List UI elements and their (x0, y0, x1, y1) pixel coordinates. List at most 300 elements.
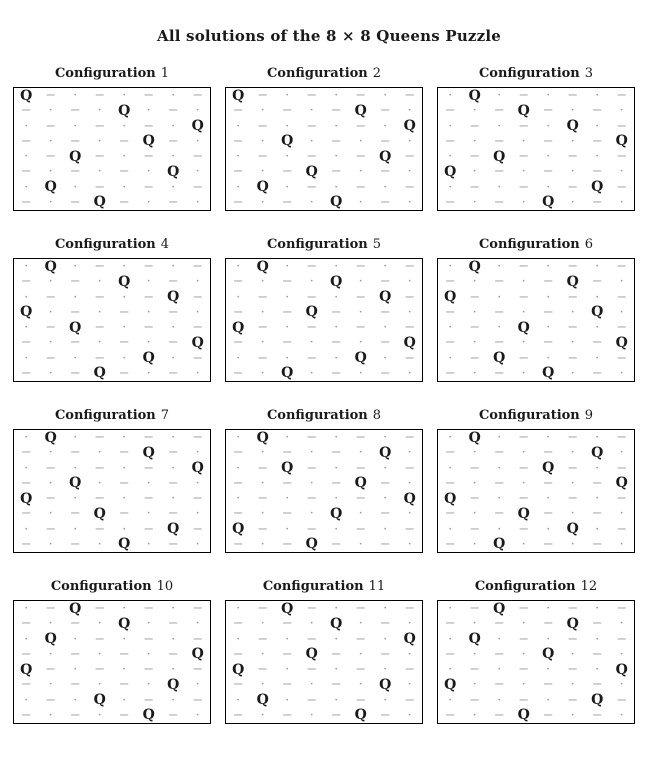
empty-square-dot: · (407, 274, 412, 290)
empty-square-dash: − (94, 491, 106, 507)
empty-square-dash: − (94, 601, 106, 617)
chessboard (225, 258, 423, 382)
queen: Q (330, 194, 343, 211)
empty-square-dot: · (171, 460, 176, 476)
empty-square-dot: · (146, 506, 151, 522)
empty-square-dash: − (616, 179, 628, 195)
empty-square-dash: − (355, 179, 367, 195)
empty-square-dot: · (122, 320, 127, 336)
empty-square-dot: · (171, 631, 176, 647)
empty-square-dot: · (97, 677, 102, 693)
empty-square-dash: − (306, 521, 318, 537)
empty-square-dash: − (94, 350, 106, 366)
empty-square-dot: · (236, 430, 241, 446)
empty-square-dash: − (69, 677, 81, 693)
configuration-panel (437, 408, 635, 553)
empty-square-dash: − (232, 304, 244, 320)
empty-square-dash: − (192, 601, 204, 617)
empty-square-dash: − (518, 662, 530, 678)
empty-square-dash: − (167, 475, 179, 491)
empty-square-dot: · (472, 536, 477, 552)
empty-square-dot: · (48, 365, 53, 381)
empty-square-dot: · (48, 445, 53, 461)
empty-square-dash: − (232, 335, 244, 351)
empty-square-dot: · (48, 274, 53, 290)
empty-square-dash: − (45, 460, 57, 476)
empty-square-dash: − (281, 445, 293, 461)
empty-square-dash: − (567, 88, 579, 104)
empty-square-dot: · (24, 350, 29, 366)
empty-square-dot: · (448, 631, 453, 647)
empty-square-dash: − (616, 320, 628, 336)
empty-square-dash: − (94, 320, 106, 336)
queen: Q (493, 350, 506, 367)
empty-square-dash: − (94, 521, 106, 537)
queen: Q (305, 304, 318, 321)
empty-square-dot: · (619, 365, 624, 381)
empty-square-dash: − (281, 475, 293, 491)
empty-square-dash: − (20, 103, 32, 119)
empty-square-dot: · (73, 88, 78, 104)
empty-square-dot: · (619, 646, 624, 662)
configuration-title (225, 408, 423, 423)
empty-square-dot: · (407, 475, 412, 491)
queen: Q (44, 179, 57, 196)
empty-square-dot: · (383, 118, 388, 134)
empty-square-dash: − (469, 289, 481, 305)
empty-square-dash: − (404, 460, 416, 476)
empty-square-dot: · (358, 304, 363, 320)
empty-square-dash: − (493, 616, 505, 632)
empty-square-dot: · (546, 601, 551, 617)
empty-square-dash: − (306, 631, 318, 647)
empty-square-dash: − (167, 274, 179, 290)
empty-square-dash: − (20, 365, 32, 381)
empty-square-dot: · (448, 521, 453, 537)
empty-square-dot: · (546, 521, 551, 537)
queen: Q (591, 304, 604, 321)
queen: Q (542, 460, 555, 477)
empty-square-dot: · (546, 662, 551, 678)
empty-square-dot: · (570, 103, 575, 119)
empty-square-dash: − (616, 430, 628, 446)
empty-square-dash: − (118, 646, 130, 662)
empty-square-dash: − (567, 149, 579, 165)
empty-square-dot: · (309, 475, 314, 491)
empty-square-dash: − (493, 707, 505, 723)
empty-square-dot: · (73, 460, 78, 476)
empty-square-dot: · (472, 677, 477, 693)
queen: Q (542, 646, 555, 663)
queen: Q (69, 148, 82, 165)
empty-square-dot: · (236, 491, 241, 507)
empty-square-dot: · (521, 616, 526, 632)
empty-square-dash: − (20, 707, 32, 723)
empty-square-dash: − (192, 149, 204, 165)
queen: Q (142, 444, 155, 461)
empty-square-dash: − (379, 304, 391, 320)
empty-square-dash: − (518, 631, 530, 647)
queen: Q (566, 615, 579, 632)
queen: Q (517, 319, 530, 336)
empty-square-dot: · (309, 616, 314, 632)
empty-square-dot: · (407, 616, 412, 632)
configuration-title (437, 579, 635, 594)
empty-square-dash: − (444, 646, 456, 662)
empty-square-dot: · (619, 103, 624, 119)
empty-square-dash: − (591, 506, 603, 522)
empty-square-dash: − (232, 475, 244, 491)
empty-square-dash: − (444, 365, 456, 381)
empty-square-dash: − (45, 491, 57, 507)
empty-square-dash: − (567, 491, 579, 507)
empty-square-dot: · (309, 274, 314, 290)
empty-square-dash: − (20, 475, 32, 491)
empty-square-dot: · (448, 430, 453, 446)
queen: Q (118, 102, 131, 119)
queen: Q (330, 273, 343, 290)
empty-square-dash: − (69, 445, 81, 461)
empty-square-dot: · (309, 335, 314, 351)
empty-square-dash: − (232, 274, 244, 290)
configuration-title (437, 237, 635, 252)
empty-square-dot: · (595, 491, 600, 507)
empty-square-dash: − (469, 601, 481, 617)
empty-square-dot: · (334, 491, 339, 507)
empty-square-dot: · (448, 692, 453, 708)
empty-square-dash: − (330, 335, 342, 351)
empty-square-dash: − (542, 335, 554, 351)
empty-square-dash: − (118, 335, 130, 351)
empty-square-dot: · (309, 194, 314, 210)
empty-square-dot: · (97, 335, 102, 351)
empty-square-dot: · (595, 118, 600, 134)
empty-square-dash: − (355, 430, 367, 446)
empty-square-dot: · (546, 118, 551, 134)
empty-square-dot: · (448, 179, 453, 195)
empty-square-dot: · (171, 88, 176, 104)
empty-square-dot: · (195, 536, 200, 552)
empty-square-dot: · (334, 350, 339, 366)
empty-square-dash: − (45, 350, 57, 366)
empty-square-dot: · (619, 506, 624, 522)
empty-square-dash: − (330, 133, 342, 149)
empty-square-dot: · (122, 521, 127, 537)
empty-square-dot: · (171, 259, 176, 275)
empty-square-dot: · (195, 133, 200, 149)
empty-square-dot: · (619, 164, 624, 180)
empty-square-dash: − (355, 692, 367, 708)
empty-square-dot: · (24, 259, 29, 275)
configuration-label: Configuration (54, 408, 156, 423)
empty-square-dot: · (358, 506, 363, 522)
empty-square-dash: − (232, 536, 244, 552)
empty-square-dash: − (20, 274, 32, 290)
empty-square-dot: · (472, 194, 477, 210)
queen: Q (468, 631, 481, 648)
configuration-title (225, 66, 423, 81)
queen: Q (566, 273, 579, 290)
queen: Q (517, 102, 530, 119)
empty-square-dot: · (146, 475, 151, 491)
empty-square-dot: · (407, 536, 412, 552)
empty-square-dot: · (383, 350, 388, 366)
empty-square-dot: · (619, 304, 624, 320)
empty-square-dot: · (24, 320, 29, 336)
empty-square-dot: · (472, 475, 477, 491)
queen: Q (615, 334, 628, 351)
empty-square-dot: · (407, 506, 412, 522)
empty-square-dash: − (616, 149, 628, 165)
chessboard (437, 87, 635, 211)
queen: Q (232, 521, 245, 538)
empty-square-dash: − (355, 320, 367, 336)
empty-square-dot: · (472, 274, 477, 290)
empty-square-dash: − (379, 475, 391, 491)
empty-square-dot: · (546, 88, 551, 104)
empty-square-dot: · (73, 491, 78, 507)
empty-square-dash: − (167, 365, 179, 381)
empty-square-dash: − (192, 662, 204, 678)
empty-square-dash: − (45, 88, 57, 104)
empty-square-dash: − (444, 103, 456, 119)
configuration-panel (225, 408, 423, 553)
queen: Q (305, 536, 318, 553)
empty-square-dot: · (146, 164, 151, 180)
chessboard (225, 429, 423, 553)
empty-square-dot: · (521, 133, 526, 149)
empty-square-dash: − (257, 320, 269, 336)
queen: Q (591, 692, 604, 709)
configuration-panel (225, 579, 423, 724)
empty-square-dash: − (355, 88, 367, 104)
empty-square-dash: − (567, 179, 579, 195)
empty-square-dash: − (567, 289, 579, 305)
configuration-title (437, 66, 635, 81)
empty-square-dash: − (167, 103, 179, 119)
empty-square-dot: · (97, 445, 102, 461)
empty-square-dash: − (404, 601, 416, 617)
empty-square-dot: · (48, 536, 53, 552)
configuration-number: 7 (160, 408, 170, 423)
empty-square-dash: − (69, 365, 81, 381)
empty-square-dash: − (281, 335, 293, 351)
empty-square-dash: − (306, 350, 318, 366)
empty-square-dot: · (358, 616, 363, 632)
empty-square-dot: · (48, 646, 53, 662)
empty-square-dot: · (570, 365, 575, 381)
empty-square-dash: − (306, 662, 318, 678)
queen: Q (566, 118, 579, 135)
queen: Q (566, 521, 579, 538)
empty-square-dash: − (567, 601, 579, 617)
empty-square-dot: · (546, 289, 551, 305)
empty-square-dot: · (383, 631, 388, 647)
empty-square-dash: − (567, 662, 579, 678)
empty-square-dot: · (97, 164, 102, 180)
empty-square-dot: · (472, 304, 477, 320)
empty-square-dash: − (167, 445, 179, 461)
empty-square-dot: · (146, 677, 151, 693)
empty-square-dash: − (69, 616, 81, 632)
empty-square-dot: · (334, 179, 339, 195)
empty-square-dot: · (358, 335, 363, 351)
empty-square-dash: − (257, 149, 269, 165)
empty-square-dash: − (257, 601, 269, 617)
empty-square-dash: − (94, 149, 106, 165)
empty-square-dash: − (143, 601, 155, 617)
empty-square-dash: − (306, 118, 318, 134)
empty-square-dash: − (192, 631, 204, 647)
empty-square-dot: · (260, 445, 265, 461)
empty-square-dot: · (521, 194, 526, 210)
empty-square-dot: · (595, 631, 600, 647)
configuration-panel (225, 237, 423, 382)
queen: Q (20, 304, 33, 321)
empty-square-dot: · (448, 662, 453, 678)
empty-square-dot: · (260, 194, 265, 210)
empty-square-dot: · (146, 335, 151, 351)
empty-square-dot: · (334, 289, 339, 305)
empty-square-dot: · (122, 118, 127, 134)
empty-square-dot: · (570, 133, 575, 149)
configuration-panel (225, 66, 423, 211)
empty-square-dash: − (192, 692, 204, 708)
empty-square-dot: · (358, 194, 363, 210)
empty-square-dot: · (146, 103, 151, 119)
queen: Q (493, 536, 506, 553)
empty-square-dash: − (94, 662, 106, 678)
empty-square-dot: · (122, 692, 127, 708)
empty-square-dash: − (542, 274, 554, 290)
configuration-title (225, 237, 423, 252)
empty-square-dash: − (591, 274, 603, 290)
queen: Q (403, 334, 416, 351)
empty-square-dash: − (379, 103, 391, 119)
empty-square-dash: − (518, 289, 530, 305)
configuration-label: Configuration (54, 237, 156, 252)
empty-square-dash: − (567, 430, 579, 446)
queen: Q (69, 475, 82, 492)
empty-square-dash: − (591, 616, 603, 632)
queen: Q (167, 289, 180, 306)
queen: Q (615, 661, 628, 678)
empty-square-dot: · (334, 460, 339, 476)
empty-square-dot: · (97, 536, 102, 552)
empty-square-dash: − (404, 88, 416, 104)
empty-square-dot: · (472, 506, 477, 522)
empty-square-dash: − (330, 164, 342, 180)
empty-square-dot: · (383, 491, 388, 507)
empty-square-dash: − (192, 88, 204, 104)
configuration-title (13, 66, 211, 81)
empty-square-dot: · (195, 164, 200, 180)
empty-square-dash: − (118, 475, 130, 491)
empty-square-dot: · (309, 103, 314, 119)
configuration-number: 3 (584, 66, 594, 81)
configuration-label: Configuration (474, 579, 576, 594)
empty-square-dot: · (334, 259, 339, 275)
configuration-panel (437, 237, 635, 382)
empty-square-dash: − (518, 460, 530, 476)
empty-square-dash: − (330, 707, 342, 723)
empty-square-dash: − (45, 692, 57, 708)
empty-square-dot: · (97, 304, 102, 320)
empty-square-dot: · (334, 88, 339, 104)
empty-square-dot: · (570, 445, 575, 461)
configurations-grid (13, 66, 635, 724)
empty-square-dot: · (521, 335, 526, 351)
empty-square-dot: · (260, 365, 265, 381)
queen: Q (20, 87, 33, 104)
empty-square-dash: − (143, 88, 155, 104)
configuration-panel (13, 579, 211, 724)
empty-square-dot: · (521, 677, 526, 693)
empty-square-dash: − (444, 707, 456, 723)
empty-square-dot: · (383, 88, 388, 104)
empty-square-dash: − (404, 692, 416, 708)
empty-square-dash: − (493, 274, 505, 290)
empty-square-dash: − (444, 304, 456, 320)
empty-square-dot: · (73, 631, 78, 647)
empty-square-dot: · (407, 677, 412, 693)
empty-square-dot: · (334, 662, 339, 678)
empty-square-dot: · (260, 646, 265, 662)
empty-square-dot: · (595, 521, 600, 537)
empty-square-dot: · (309, 445, 314, 461)
empty-square-dash: − (45, 320, 57, 336)
configuration-label: Configuration (262, 579, 364, 594)
empty-square-dash: − (45, 289, 57, 305)
empty-square-dot: · (171, 118, 176, 134)
empty-square-dash: − (591, 164, 603, 180)
empty-square-dot: · (358, 133, 363, 149)
chessboard (225, 87, 423, 211)
empty-square-dot: · (236, 692, 241, 708)
empty-square-dot: · (48, 506, 53, 522)
configuration-label: Configuration (266, 237, 368, 252)
empty-square-dot: · (497, 491, 502, 507)
empty-square-dash: − (143, 692, 155, 708)
empty-square-dash: − (118, 506, 130, 522)
empty-square-dot: · (521, 646, 526, 662)
empty-square-dot: · (171, 692, 176, 708)
empty-square-dash: − (232, 707, 244, 723)
empty-square-dash: − (232, 677, 244, 693)
empty-square-dot: · (122, 662, 127, 678)
empty-square-dash: − (567, 320, 579, 336)
empty-square-dash: − (257, 662, 269, 678)
empty-square-dot: · (358, 365, 363, 381)
empty-square-dash: − (355, 259, 367, 275)
empty-square-dot: · (383, 662, 388, 678)
empty-square-dot: · (122, 289, 127, 305)
queen: Q (69, 600, 82, 617)
empty-square-dot: · (497, 320, 502, 336)
empty-square-dot: · (358, 646, 363, 662)
empty-square-dash: − (69, 707, 81, 723)
empty-square-dot: · (171, 350, 176, 366)
queen: Q (44, 631, 57, 648)
empty-square-dot: · (285, 118, 290, 134)
empty-square-dot: · (619, 707, 624, 723)
empty-square-dash: − (192, 521, 204, 537)
empty-square-dot: · (407, 194, 412, 210)
empty-square-dot: · (285, 259, 290, 275)
queen: Q (379, 444, 392, 461)
empty-square-dash: − (444, 335, 456, 351)
empty-square-dash: − (143, 491, 155, 507)
